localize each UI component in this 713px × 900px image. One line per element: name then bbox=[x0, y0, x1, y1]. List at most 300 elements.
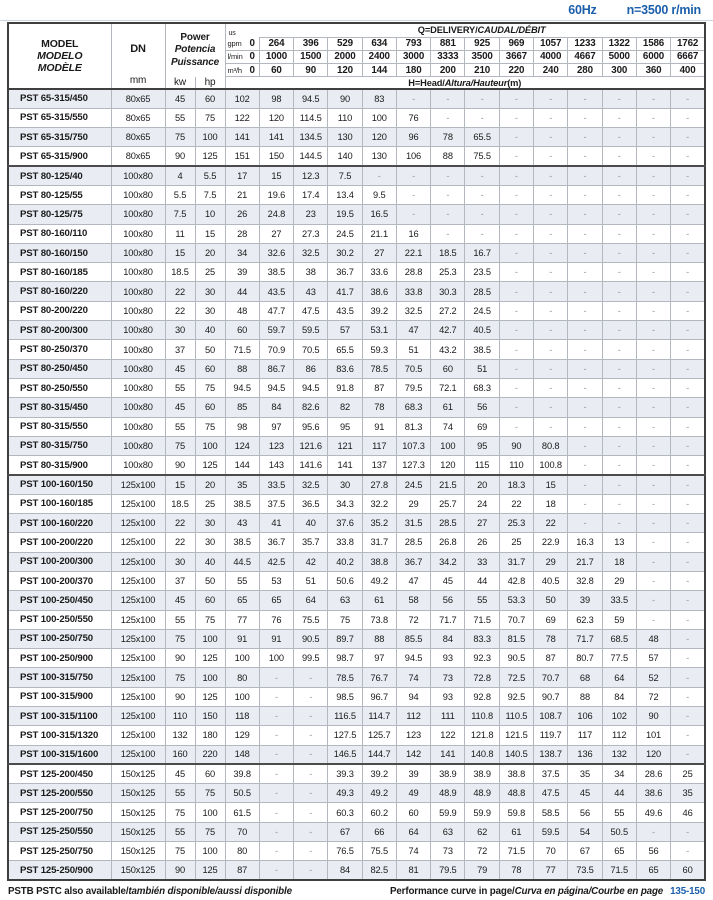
head-value-cell: 148 bbox=[225, 745, 259, 764]
head-value-cell: 87 bbox=[534, 649, 568, 668]
head-value-cell: - bbox=[671, 591, 705, 610]
head-value-cell: - bbox=[602, 205, 636, 224]
head-value-cell: 84 bbox=[328, 861, 362, 880]
head-value-cell: 47 bbox=[396, 321, 430, 340]
table-row bbox=[8, 282, 705, 301]
head-value-cell: 119.7 bbox=[534, 726, 568, 745]
kw-cell: 75 bbox=[165, 629, 195, 648]
head-value-cell: - bbox=[431, 185, 465, 204]
head-value-cell: 67 bbox=[328, 822, 362, 841]
head-value-cell: 77 bbox=[534, 861, 568, 880]
head-value-cell: 77 bbox=[225, 610, 259, 629]
head-value-cell: 42.5 bbox=[259, 552, 293, 571]
head-value-cell: 50.5 bbox=[225, 784, 259, 803]
head-value-cell: 43.5 bbox=[259, 282, 293, 301]
head-value-cell: - bbox=[671, 417, 705, 436]
head-value-cell: - bbox=[568, 514, 602, 533]
dn-cell: 100x80 bbox=[111, 321, 165, 340]
footer-page-range: 135-150 bbox=[670, 886, 705, 898]
head-value-cell: 95 bbox=[328, 417, 362, 436]
model-label-es: MODELO bbox=[37, 50, 83, 62]
model-cell: PST 80-160/110 bbox=[8, 224, 111, 243]
head-value-cell: - bbox=[465, 205, 499, 224]
table-row bbox=[8, 552, 705, 571]
head-value-cell: 31.5 bbox=[396, 514, 430, 533]
head-value-cell: - bbox=[671, 185, 705, 204]
model-cell: PST 125-250/750 bbox=[8, 842, 111, 861]
head-value-cell: 68.3 bbox=[465, 378, 499, 397]
head-value-cell: - bbox=[534, 417, 568, 436]
head-value-cell: 60 bbox=[225, 321, 259, 340]
head-value-cell: - bbox=[259, 803, 293, 822]
dn-cell: 100x80 bbox=[111, 301, 165, 320]
dn-cell: 100x80 bbox=[111, 417, 165, 436]
head-value-cell: - bbox=[636, 436, 670, 455]
head-value-cell: 47.5 bbox=[294, 301, 328, 320]
head-value-cell: 32.5 bbox=[396, 301, 430, 320]
kw-cell: 22 bbox=[165, 301, 195, 320]
head-value-cell: 63 bbox=[328, 591, 362, 610]
head-value-cell: 40 bbox=[294, 514, 328, 533]
head-value-cell: 120 bbox=[636, 745, 670, 764]
head-value-cell: 83.6 bbox=[328, 359, 362, 378]
head-value-cell: 92.3 bbox=[465, 649, 499, 668]
table-row bbox=[8, 185, 705, 204]
power-label-fr: Puissance bbox=[170, 56, 220, 68]
head-value-cell: 127.5 bbox=[328, 726, 362, 745]
head-value-cell: 71.7 bbox=[431, 610, 465, 629]
head-value-cell: 40.2 bbox=[328, 552, 362, 571]
table-row bbox=[8, 842, 705, 861]
dn-label: DN bbox=[130, 43, 146, 55]
head-value-cell: - bbox=[431, 205, 465, 224]
table-row bbox=[8, 108, 705, 127]
hp-cell: 10 bbox=[195, 205, 225, 224]
head-value-cell: 140 bbox=[328, 147, 362, 166]
head-value-cell: 92.8 bbox=[465, 687, 499, 706]
hp-cell: 40 bbox=[195, 321, 225, 340]
model-cell: PST 100-315/900 bbox=[8, 687, 111, 706]
head-value-cell: 34 bbox=[225, 243, 259, 262]
head-value-cell: 32.5 bbox=[294, 475, 328, 494]
head-value-cell: 71.5 bbox=[499, 842, 533, 861]
page-header bbox=[0, 0, 713, 21]
head-value-cell: 79 bbox=[465, 861, 499, 880]
hp-cell: 75 bbox=[195, 784, 225, 803]
hp-cell: 125 bbox=[195, 861, 225, 880]
head-value-cell: - bbox=[636, 166, 670, 185]
hp-cell: 150 bbox=[195, 707, 225, 726]
head-value-cell: 58.5 bbox=[534, 803, 568, 822]
head-value-cell: 46 bbox=[671, 803, 705, 822]
head-value-cell: 15 bbox=[259, 166, 293, 185]
head-value-cell: - bbox=[534, 166, 568, 185]
head-value-cell: 13 bbox=[602, 533, 636, 552]
head-value-cell: 137 bbox=[362, 456, 396, 475]
head-value-cell: - bbox=[602, 417, 636, 436]
model-cell: PST 65-315/550 bbox=[8, 108, 111, 127]
head-value-cell: 50.6 bbox=[328, 571, 362, 590]
head-value-cell: 94.5 bbox=[396, 649, 430, 668]
head-value-cell: 84 bbox=[431, 629, 465, 648]
head-value-cell: - bbox=[259, 784, 293, 803]
lmin-unit-label: l/min bbox=[227, 52, 243, 62]
head-value-cell: 38.9 bbox=[465, 764, 499, 783]
model-column-header bbox=[8, 23, 111, 89]
head-value-cell: - bbox=[568, 494, 602, 513]
head-value-cell: 59.3 bbox=[362, 340, 396, 359]
head-value-cell: - bbox=[259, 745, 293, 764]
table-row bbox=[8, 436, 705, 455]
head-value-cell: 88 bbox=[431, 147, 465, 166]
dn-cell: 125x100 bbox=[111, 726, 165, 745]
head-value-cell: 24.5 bbox=[328, 224, 362, 243]
kw-cell: 75 bbox=[165, 436, 195, 455]
head-value-cell: - bbox=[602, 436, 636, 455]
head-value-cell: - bbox=[671, 398, 705, 417]
model-cell: PST 80-315/450 bbox=[8, 398, 111, 417]
table-row bbox=[8, 224, 705, 243]
model-cell: PST 80-200/220 bbox=[8, 301, 111, 320]
head-value-cell: 18.5 bbox=[431, 243, 465, 262]
head-value-cell: 144.5 bbox=[294, 147, 328, 166]
head-value-cell: 53.1 bbox=[362, 321, 396, 340]
head-value-cell: - bbox=[465, 166, 499, 185]
hp-cell: 125 bbox=[195, 456, 225, 475]
head-value-cell: 120 bbox=[431, 456, 465, 475]
head-value-cell: 110 bbox=[328, 108, 362, 127]
flow-value-cell: 60 bbox=[259, 64, 293, 77]
head-value-cell: - bbox=[671, 668, 705, 687]
head-value-cell: 33.5 bbox=[259, 475, 293, 494]
kw-cell: 45 bbox=[165, 764, 195, 783]
head-value-cell: - bbox=[499, 321, 533, 340]
flow-value-cell: 3333 bbox=[431, 50, 465, 63]
head-value-cell: 28.5 bbox=[396, 533, 430, 552]
head-value-cell: 97 bbox=[259, 417, 293, 436]
head-value-cell: - bbox=[636, 282, 670, 301]
head-value-cell: - bbox=[534, 378, 568, 397]
dn-cell: 100x80 bbox=[111, 340, 165, 359]
head-value-cell: 33 bbox=[465, 552, 499, 571]
hp-cell: 100 bbox=[195, 842, 225, 861]
head-value-cell: 29 bbox=[396, 494, 430, 513]
head-value-cell: 106 bbox=[396, 147, 430, 166]
head-value-cell: - bbox=[671, 842, 705, 861]
head-value-cell: 59.5 bbox=[294, 321, 328, 340]
head-value-cell: 82.6 bbox=[294, 398, 328, 417]
head-value-cell: 70.5 bbox=[396, 359, 430, 378]
head-value-cell: 115 bbox=[465, 456, 499, 475]
head-value-cell: - bbox=[294, 707, 328, 726]
head-value-cell: - bbox=[259, 842, 293, 861]
head-value-cell: 36.7 bbox=[396, 552, 430, 571]
head-value-cell: - bbox=[671, 301, 705, 320]
head-value-cell: 25.7 bbox=[431, 494, 465, 513]
head-value-cell: 30 bbox=[328, 475, 362, 494]
head-value-cell: 70 bbox=[225, 822, 259, 841]
hp-cell: 125 bbox=[195, 649, 225, 668]
head-value-cell: 118 bbox=[225, 707, 259, 726]
head-value-cell: 18 bbox=[534, 494, 568, 513]
flow-value-cell: 1233 bbox=[568, 37, 602, 50]
head-value-cell: 141.6 bbox=[294, 456, 328, 475]
head-value-cell: - bbox=[671, 128, 705, 147]
model-cell: PST 100-160/150 bbox=[8, 475, 111, 494]
model-cell: PST 80-160/150 bbox=[8, 243, 111, 262]
head-value-cell: 80.7 bbox=[568, 649, 602, 668]
head-value-cell: 49.6 bbox=[636, 803, 670, 822]
head-value-cell: 112 bbox=[602, 726, 636, 745]
footer-right-italic: Curva en página/Courbe en page bbox=[514, 886, 664, 898]
dn-cell: 125x100 bbox=[111, 745, 165, 764]
head-value-cell: - bbox=[499, 147, 533, 166]
table-row bbox=[8, 301, 705, 320]
kw-cell: 160 bbox=[165, 745, 195, 764]
head-value-cell: 91 bbox=[225, 629, 259, 648]
head-value-cell: - bbox=[671, 726, 705, 745]
dn-cell: 125x100 bbox=[111, 629, 165, 648]
dn-cell: 80x65 bbox=[111, 147, 165, 166]
head-value-cell: 16.7 bbox=[465, 243, 499, 262]
head-value-cell: 69 bbox=[534, 610, 568, 629]
head-value-cell: 48 bbox=[636, 629, 670, 648]
head-value-cell: - bbox=[499, 89, 533, 108]
head-value-cell: 130 bbox=[328, 128, 362, 147]
head-value-cell: 38.8 bbox=[362, 552, 396, 571]
kw-cell: 37 bbox=[165, 571, 195, 590]
head-value-cell: 38.5 bbox=[465, 340, 499, 359]
head-value-cell: 39.2 bbox=[362, 764, 396, 783]
head-value-cell: - bbox=[534, 147, 568, 166]
head-value-cell: - bbox=[602, 378, 636, 397]
head-value-cell: 121.5 bbox=[499, 726, 533, 745]
head-value-cell: 38 bbox=[294, 263, 328, 282]
head-value-cell: 129 bbox=[225, 726, 259, 745]
head-value-cell: - bbox=[636, 263, 670, 282]
head-value-cell: 97 bbox=[362, 649, 396, 668]
kw-cell: 15 bbox=[165, 475, 195, 494]
head-value-cell: - bbox=[602, 147, 636, 166]
model-cell: PST 100-200/220 bbox=[8, 533, 111, 552]
head-value-cell: 71.5 bbox=[602, 861, 636, 880]
head-value-cell: 57 bbox=[328, 321, 362, 340]
head-value-cell: 34.2 bbox=[431, 552, 465, 571]
head-value-cell: - bbox=[671, 571, 705, 590]
hp-cell: 25 bbox=[195, 263, 225, 282]
head-value-cell: - bbox=[534, 205, 568, 224]
head-value-cell: 100.8 bbox=[534, 456, 568, 475]
table-row bbox=[8, 205, 705, 224]
head-value-cell: 16.3 bbox=[568, 533, 602, 552]
head-value-cell: 41 bbox=[259, 514, 293, 533]
model-cell: PST 80-315/900 bbox=[8, 456, 111, 475]
model-cell: PST 125-250/550 bbox=[8, 822, 111, 841]
flow-value-cell: 3500 bbox=[465, 50, 499, 63]
footer-availability-note bbox=[8, 886, 292, 897]
hp-cell: 30 bbox=[195, 282, 225, 301]
head-value-cell: 35 bbox=[671, 784, 705, 803]
head-value-cell: 16.5 bbox=[362, 205, 396, 224]
model-cell: PST 80-250/550 bbox=[8, 378, 111, 397]
head-value-cell: 9.5 bbox=[362, 185, 396, 204]
lmin-zero: 0 bbox=[249, 51, 255, 63]
head-value-cell: - bbox=[671, 263, 705, 282]
kw-cell: 11 bbox=[165, 224, 195, 243]
head-value-cell: 30.2 bbox=[328, 243, 362, 262]
table-row bbox=[8, 417, 705, 436]
table-row bbox=[8, 533, 705, 552]
head-value-cell: - bbox=[671, 359, 705, 378]
hp-cell: 40 bbox=[195, 552, 225, 571]
flow-value-cell: 1762 bbox=[671, 37, 705, 50]
hp-cell: 30 bbox=[195, 533, 225, 552]
head-value-cell: - bbox=[499, 417, 533, 436]
head-value-cell: 98.5 bbox=[328, 687, 362, 706]
head-value-cell: - bbox=[294, 861, 328, 880]
head-value-cell: 79.5 bbox=[431, 861, 465, 880]
flow-value-cell: 4667 bbox=[568, 50, 602, 63]
head-value-cell: 89.7 bbox=[328, 629, 362, 648]
head-value-cell: - bbox=[499, 224, 533, 243]
head-value-cell: 26.8 bbox=[431, 533, 465, 552]
table-row bbox=[8, 784, 705, 803]
table-row bbox=[8, 726, 705, 745]
head-value-cell: 39.3 bbox=[328, 764, 362, 783]
kw-cell: 5.5 bbox=[165, 185, 195, 204]
model-cell: PST 100-315/1600 bbox=[8, 745, 111, 764]
delivery-title-plain: Q=DELIVERY/ bbox=[417, 25, 478, 36]
head-value-cell: 36.7 bbox=[328, 263, 362, 282]
head-value-cell: - bbox=[602, 185, 636, 204]
head-value-cell: 38.5 bbox=[225, 494, 259, 513]
head-value-cell: - bbox=[465, 108, 499, 127]
head-value-cell: 32.6 bbox=[259, 243, 293, 262]
head-value-cell: 86.7 bbox=[259, 359, 293, 378]
head-value-cell: 24.5 bbox=[396, 475, 430, 494]
head-value-cell: - bbox=[636, 533, 670, 552]
head-value-cell: 80.8 bbox=[534, 436, 568, 455]
head-value-cell: 100 bbox=[225, 649, 259, 668]
flow-value-cell: 1586 bbox=[636, 37, 670, 50]
head-value-cell: 47.5 bbox=[534, 784, 568, 803]
head-value-cell: 17 bbox=[225, 166, 259, 185]
head-value-cell: 40.5 bbox=[465, 321, 499, 340]
head-value-cell: 112 bbox=[396, 707, 430, 726]
head-value-cell: 27.2 bbox=[431, 301, 465, 320]
head-value-cell: - bbox=[671, 147, 705, 166]
head-value-cell: 27 bbox=[259, 224, 293, 243]
kw-cell: 22 bbox=[165, 533, 195, 552]
head-value-cell: 74 bbox=[396, 668, 430, 687]
head-value-cell: 71.7 bbox=[568, 629, 602, 648]
model-cell: PST 100-160/220 bbox=[8, 514, 111, 533]
head-value-cell: 59.9 bbox=[431, 803, 465, 822]
head-value-cell: 95.6 bbox=[294, 417, 328, 436]
kw-cell: 45 bbox=[165, 591, 195, 610]
head-value-cell: 34 bbox=[602, 764, 636, 783]
head-value-cell: 75.5 bbox=[362, 842, 396, 861]
head-value-cell: 90.5 bbox=[294, 629, 328, 648]
head-value-cell: 107.3 bbox=[396, 436, 430, 455]
head-value-cell: 88 bbox=[568, 687, 602, 706]
head-value-cell: - bbox=[534, 185, 568, 204]
head-value-cell: - bbox=[568, 456, 602, 475]
head-value-cell: 142 bbox=[396, 745, 430, 764]
dn-cell: 150x125 bbox=[111, 861, 165, 880]
table-row bbox=[8, 668, 705, 687]
speed-label: n=3500 r/min bbox=[626, 3, 701, 17]
head-value-cell: - bbox=[534, 282, 568, 301]
head-value-cell: 122 bbox=[431, 726, 465, 745]
head-value-cell: - bbox=[636, 359, 670, 378]
head-value-cell: 59.5 bbox=[534, 822, 568, 841]
head-value-cell: - bbox=[534, 224, 568, 243]
dn-cell: 100x80 bbox=[111, 398, 165, 417]
hp-cell: 60 bbox=[195, 764, 225, 783]
head-value-cell: 35.7 bbox=[294, 533, 328, 552]
head-value-cell: 101 bbox=[636, 726, 670, 745]
head-value-cell: 84 bbox=[602, 687, 636, 706]
head-value-cell: 22 bbox=[534, 514, 568, 533]
head-value-cell: 120 bbox=[362, 128, 396, 147]
head-value-cell: 102 bbox=[225, 89, 259, 108]
footer-left-italic: también disponible/aussi disponible bbox=[128, 886, 292, 898]
head-value-cell: 38.6 bbox=[362, 282, 396, 301]
head-value-cell: 24 bbox=[465, 494, 499, 513]
head-value-cell: - bbox=[602, 128, 636, 147]
dn-unit-label: mm bbox=[129, 75, 147, 86]
head-value-cell: 81.5 bbox=[499, 629, 533, 648]
flow-value-cell: 634 bbox=[362, 37, 396, 50]
dn-cell: 100x80 bbox=[111, 359, 165, 378]
head-value-cell: 25 bbox=[671, 764, 705, 783]
table-row bbox=[8, 398, 705, 417]
head-title-plain: H=Head/ bbox=[408, 77, 445, 88]
hp-cell: 75 bbox=[195, 417, 225, 436]
head-value-cell: 117 bbox=[362, 436, 396, 455]
head-value-cell: - bbox=[671, 224, 705, 243]
dn-cell: 125x100 bbox=[111, 475, 165, 494]
head-value-cell: 78 bbox=[362, 398, 396, 417]
head-value-cell: 43.2 bbox=[431, 340, 465, 359]
head-value-cell: - bbox=[568, 108, 602, 127]
head-value-cell: - bbox=[671, 436, 705, 455]
head-value-cell: - bbox=[431, 89, 465, 108]
head-value-cell: 16 bbox=[396, 224, 430, 243]
head-value-cell: 72.5 bbox=[499, 668, 533, 687]
head-value-cell: 19.5 bbox=[328, 205, 362, 224]
kw-cell: 7.5 bbox=[165, 205, 195, 224]
head-value-cell: 22.9 bbox=[534, 533, 568, 552]
head-value-cell: 27.3 bbox=[294, 224, 328, 243]
performance-table bbox=[7, 22, 706, 881]
head-value-cell: 57 bbox=[636, 649, 670, 668]
model-cell: PST 80-250/370 bbox=[8, 340, 111, 359]
dn-cell: 125x100 bbox=[111, 514, 165, 533]
hp-cell: 60 bbox=[195, 359, 225, 378]
head-value-cell: 98.7 bbox=[328, 649, 362, 668]
head-value-cell: - bbox=[534, 89, 568, 108]
dn-cell: 125x100 bbox=[111, 668, 165, 687]
head-value-cell: 45 bbox=[568, 784, 602, 803]
head-value-cell: - bbox=[636, 552, 670, 571]
head-value-cell: 34.3 bbox=[328, 494, 362, 513]
footer-curve-note bbox=[390, 886, 705, 897]
head-value-cell: 140.8 bbox=[465, 745, 499, 764]
head-value-cell: - bbox=[568, 166, 602, 185]
head-value-cell: - bbox=[431, 166, 465, 185]
